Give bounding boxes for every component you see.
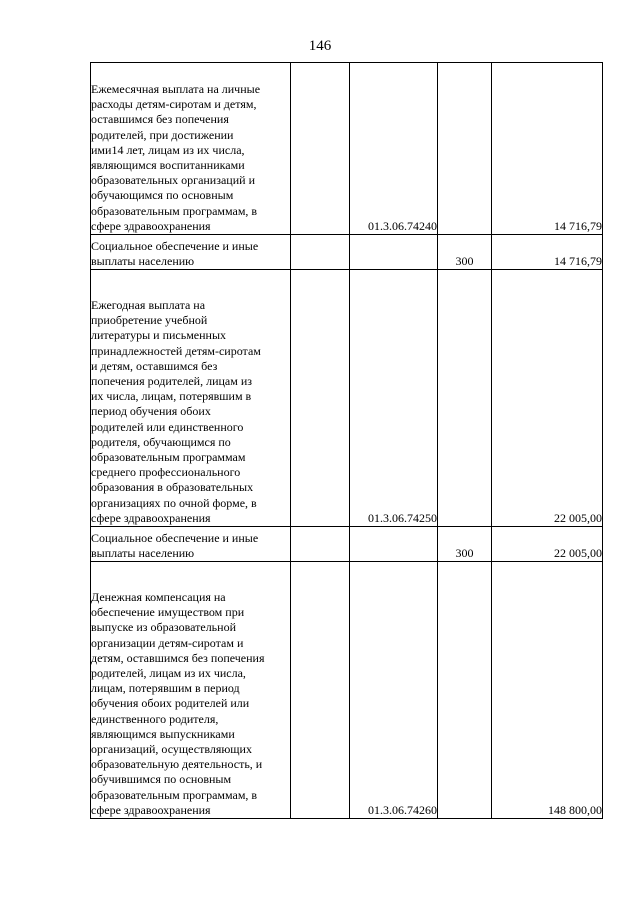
row-description — [91, 235, 291, 270]
description-line: родителей, лицам из их числа, — [91, 665, 246, 680]
description-line: и детям, оставшимся без — [91, 358, 218, 373]
description-line: оставшимся без попечения — [91, 112, 229, 127]
target-article-code — [350, 527, 438, 562]
description-line: сфере здравоохранения — [91, 218, 211, 233]
description-line: образования в образовательных — [91, 480, 254, 495]
description-line: образовательным программам, в — [91, 787, 258, 802]
description-line: период обучения обоих — [91, 404, 211, 419]
description-line: Ежегодная выплата на — [91, 297, 206, 312]
description-line: Социальное обеспечение и иные — [91, 238, 259, 253]
description-line: родителей или единственного — [91, 419, 244, 434]
description-line: обучившимся по основным — [91, 772, 232, 787]
description-line: обеспечение имуществом при — [91, 605, 245, 620]
description-line: образовательных организаций и — [91, 173, 255, 188]
description-line: Социальное обеспечение и иные — [91, 530, 259, 545]
description-line: детям, оставшимся без попечения — [91, 650, 265, 665]
empty-cell — [291, 527, 350, 562]
empty-cell — [291, 562, 350, 819]
table-row — [91, 562, 603, 819]
expense-type-code — [438, 562, 492, 819]
description-line: среднего профессионального — [91, 465, 241, 480]
description-line: организации детям-сиротам и — [91, 635, 244, 650]
description-line: образовательную деятельность, и — [91, 757, 263, 772]
empty-cell — [291, 270, 350, 527]
amount: 22 005,00 — [492, 270, 603, 527]
empty-cell — [291, 63, 350, 235]
description-line: Ежемесячная выплата на личные — [91, 81, 261, 96]
expense-type-code: 300 — [438, 527, 492, 562]
amount: 22 005,00 — [492, 527, 603, 562]
description-line: являющимся воспитанниками — [91, 157, 245, 172]
description-line: сфере здравоохранения — [91, 510, 211, 525]
row-description — [91, 562, 291, 819]
description-line: образовательным программам — [91, 449, 246, 464]
description-line: образовательным программам, в — [91, 203, 258, 218]
description-line: Денежная компенсация на — [91, 589, 226, 604]
table-row — [91, 270, 603, 527]
empty-cell — [291, 235, 350, 270]
description-line: обучающимся по основным — [91, 188, 234, 203]
row-description — [91, 270, 291, 527]
target-article-code: 01.3.06.74240 — [350, 63, 438, 235]
expense-type-code: 300 — [438, 235, 492, 270]
description-line: организаций, осуществляющих — [91, 741, 252, 756]
description-line: выплаты населению — [91, 545, 195, 560]
row-description — [91, 63, 291, 235]
description-line: приобретение учебной — [91, 313, 208, 328]
description-line: лицам, потерявшим в период — [91, 681, 240, 696]
description-line: единственного родителя, — [91, 711, 219, 726]
description-line: родителя, обучающимся по — [91, 434, 231, 449]
amount: 14 716,79 — [492, 235, 603, 270]
description-line: их числа, лицам, потерявшим в — [91, 389, 252, 404]
description-line: литературы и письменных — [91, 328, 227, 343]
target-article-code — [350, 235, 438, 270]
description-line: родителей, при достижении — [91, 127, 234, 142]
row-description — [91, 527, 291, 562]
table-row — [91, 63, 603, 235]
description-line: расходы детям-сиротам и детям, — [91, 97, 257, 112]
description-line: сфере здравоохранения — [91, 802, 211, 817]
description-line: выпуске из образовательной — [91, 620, 236, 635]
expense-type-code — [438, 270, 492, 527]
description-line: являющимся выпускниками — [91, 726, 235, 741]
amount: 14 716,79 — [492, 63, 603, 235]
table-row — [91, 527, 603, 562]
budget-table — [90, 62, 603, 819]
target-article-code: 01.3.06.74260 — [350, 562, 438, 819]
description-line: ими14 лет, лицам из их числа, — [91, 142, 245, 157]
description-line: обучения обоих родителей или — [91, 696, 250, 711]
description-line: принадлежностей детям-сиротам — [91, 343, 261, 358]
description-line: попечения родителей, лицам из — [91, 373, 252, 388]
description-line: выплаты населению — [91, 253, 195, 268]
page-number: 146 — [308, 38, 332, 54]
description-line: организациях по очной форме, в — [91, 495, 257, 510]
expense-type-code — [438, 63, 492, 235]
amount: 148 800,00 — [492, 562, 603, 819]
table-row — [91, 235, 603, 270]
target-article-code: 01.3.06.74250 — [350, 270, 438, 527]
